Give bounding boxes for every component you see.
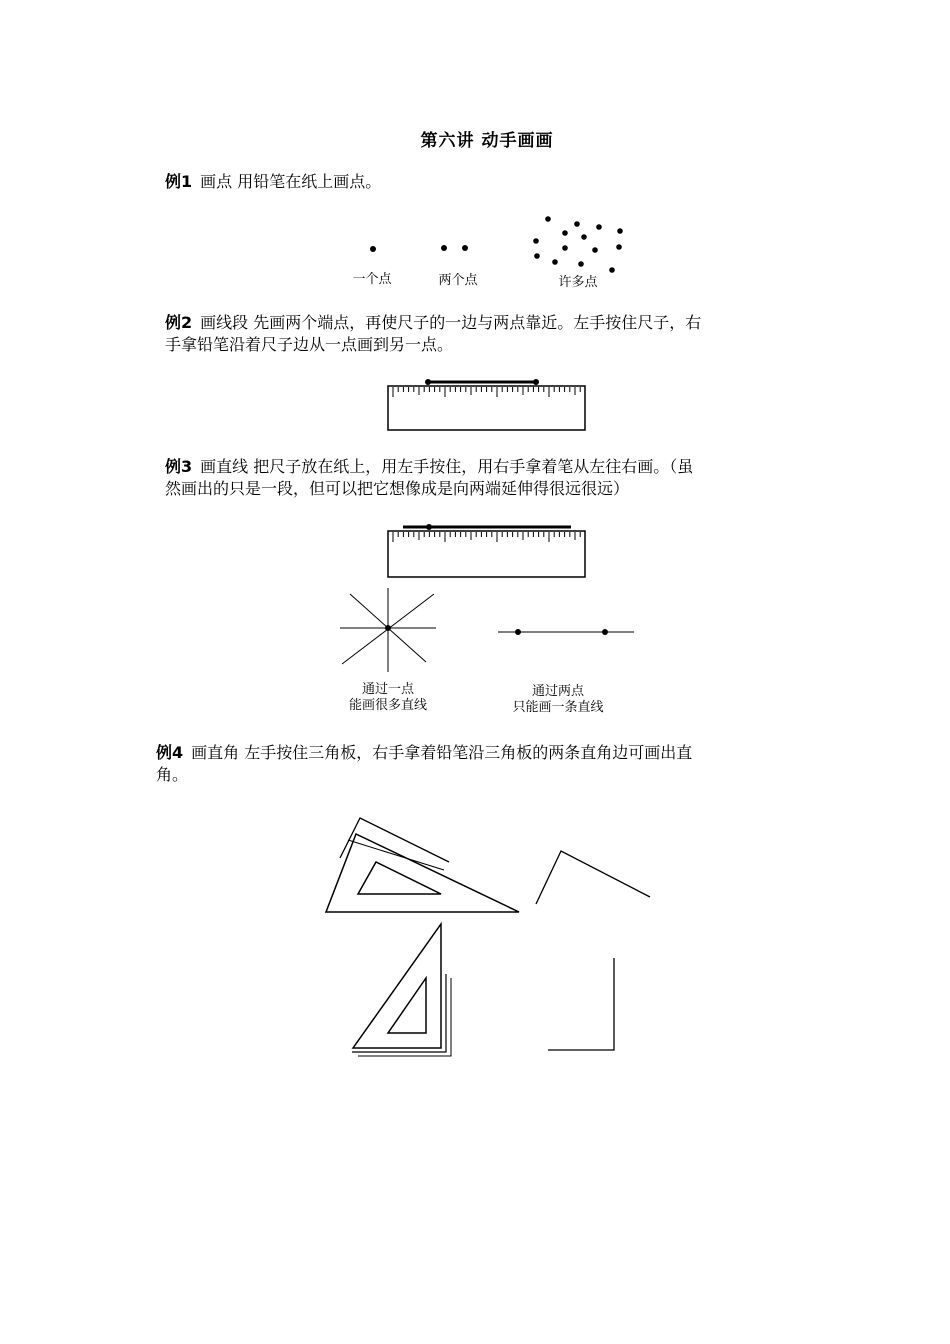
drawn-right-angle-result — [536, 851, 650, 904]
single-point-figure — [370, 246, 376, 252]
caption-one-point: 一个点 — [352, 272, 392, 287]
dot — [574, 221, 580, 227]
set-square-outer — [326, 834, 519, 912]
dot — [609, 267, 615, 273]
caption-through-two-line-2: 只能画一条直线 — [512, 700, 604, 715]
set-square-horizontal-figure — [326, 818, 519, 912]
set-square-outer — [353, 924, 441, 1048]
endpoint — [533, 379, 539, 385]
ruler — [388, 386, 585, 430]
lines-through-one-point-figure — [340, 588, 436, 672]
dot — [545, 216, 551, 222]
endpoint — [425, 379, 431, 385]
example-2-line-1: 画线段 先画两个端点，再使尺子的一边与两点靠近。左手按住尺子，右 — [200, 313, 702, 332]
example-2-label: 例2 — [165, 313, 193, 332]
dot — [534, 253, 540, 259]
example-3-label: 例3 — [165, 457, 193, 476]
pencil-edge — [348, 840, 444, 870]
dot — [552, 259, 558, 265]
dot — [617, 228, 623, 234]
example-1-line-1: 画点 用铅笔在纸上画点。 — [200, 172, 382, 191]
caption-many-points: 许多点 — [558, 275, 598, 290]
example-1-label: 例1 — [165, 172, 193, 191]
center-point — [385, 625, 391, 631]
dot — [533, 238, 539, 244]
example-4-label: 例4 — [156, 743, 184, 762]
drawn-right-angle-result-2 — [548, 958, 614, 1050]
dot — [592, 247, 598, 253]
caption-through-one-line-1: 通过一点 — [361, 682, 414, 697]
dot — [441, 245, 447, 251]
many-points-figure — [533, 216, 623, 273]
dot — [562, 245, 568, 251]
pencil-point — [426, 524, 432, 530]
ruler-line-figure — [388, 524, 585, 577]
dot — [462, 245, 468, 251]
set-square-inner — [358, 862, 441, 894]
point — [515, 629, 521, 635]
dot — [562, 230, 568, 236]
dot — [581, 234, 587, 240]
caption-through-one-line-2: 能画很多直线 — [348, 698, 427, 713]
pencil-edge — [358, 978, 451, 1056]
caption-through-two-line-1: 通过两点 — [531, 684, 584, 699]
line-through-two-points-figure — [498, 629, 634, 635]
ruler — [388, 531, 585, 577]
drawn-right-angle — [352, 974, 446, 1052]
dot — [616, 244, 622, 250]
point — [602, 629, 608, 635]
drawn-right-angle — [340, 818, 449, 862]
dot — [578, 261, 584, 267]
example-3-line-1: 画直线 把尺子放在纸上，用左手按住，用右手拿着笔从左往右画。（虽 — [200, 457, 694, 476]
dot — [370, 246, 376, 252]
caption-two-points: 两个点 — [438, 273, 478, 288]
example-4-line-2: 角。 — [156, 765, 189, 784]
two-points-figure — [441, 245, 468, 251]
ruler-segment-figure — [388, 379, 585, 430]
set-square-vertical-figure — [352, 924, 451, 1056]
example-3-line-2: 然画出的只是一段，但可以把它想像成是向两端延伸得很远很远） — [165, 479, 630, 498]
dot — [596, 224, 602, 230]
page-title: 第六讲 动手画画 — [420, 131, 554, 151]
example-2-line-2: 手拿铅笔沿着尺子边从一点画到另一点。 — [165, 335, 454, 354]
set-square-inner — [388, 978, 426, 1033]
example-4-line-1: 画直角 左手按住三角板，右手拿着铅笔沿三角板的两条直角边可画出直 — [191, 743, 693, 762]
